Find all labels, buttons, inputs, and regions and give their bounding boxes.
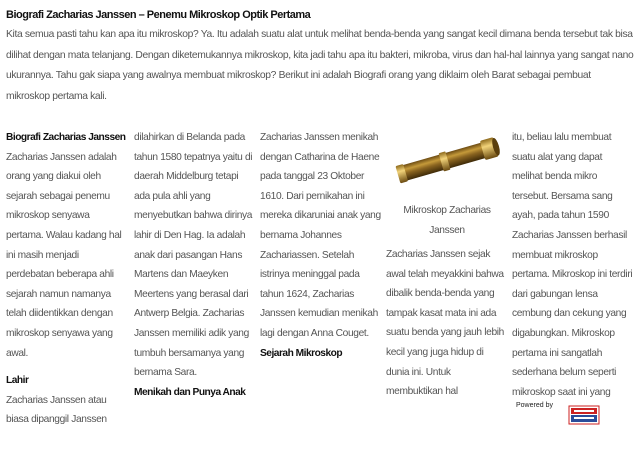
article-title: Biografi Zacharias Janssen – Penemu Mikroskop Optik Pertama	[6, 9, 311, 21]
intro-section	[6, 7, 634, 107]
section-heading-biografi: Biografi Zacharias Janssen	[6, 132, 126, 143]
column-3	[260, 128, 382, 363]
column-1	[6, 128, 128, 430]
paragraph-sejarah-continued: itu, beliau lalu membuat suatu alat yang dapat melihat benda mikro tersebut. Bersama sang ayah, pada tahun 1590 Zacharias Janssen berhasil membuat mikroskop pertama. Mikroskop ini terdiri dari gabungan lensa cembung dan cekung yang digabungkan. Mikroskop pertama ini sangatlah sederhana belum seperti mikroskop saat ini yang	[512, 132, 633, 398]
powered-by-label: Powered by	[516, 402, 553, 409]
brand-logo-icon	[568, 404, 600, 426]
paragraph-menikah: Zacharias Janssen menikah dengan Catharina de Haene pada tanggal 23 Oktober 1610. Dari pernikahan ini mereka dikaruniai anak yang bernama Johannes Zachariassen. Setelah istrinya meninggal pada tahun 1624, Zacharias Janssen kemudian menikah lagi dengan Anna Couget.	[260, 132, 381, 339]
section-heading-sejarah: Sejarah Mikroskop	[260, 347, 343, 359]
section-heading-lahir: Lahir	[6, 375, 29, 387]
paragraph-biografi: Zacharias Janssen adalah orang yang diakui oleh sejarah sebagai penemu mikroskop senyawa pertama. Walau kadang hal ini masih menjadi perdebatan beberapa ahli sejarah namun namanya telah diidentikkan dengan mikroskop senyawa yang awal.	[6, 151, 122, 359]
microscope-image	[386, 131, 506, 191]
column-2	[134, 128, 256, 402]
column-4	[386, 128, 508, 402]
paragraph-sejarah: Zacharias Janssen sejak awal telah meyakkini bahwa dibalik benda-benda yang tampak kasat mata ini ada suatu benda yang jauh lebih kecil yang juga hidup di dunia ini. Untuk membuktikan hal	[386, 249, 504, 398]
paragraph-lahir-continued: dilahirkan di Belanda pada tahun 1580 tepatnya yaitu di daerah Middelburg tetapi ada pula ahli yang menyebutkan bahwa dirinya lahir di Den Hag. Ia adalah anak dari pasangan Hans Martens dan Maeyken Meertens yang berasal dari Antwerp Belgia. Zacharias Janssen memiliki adik yang tumbuh bersamanya yang bernama Sara.	[134, 132, 253, 379]
image-caption: Mikroskop Zacharias Janssen	[403, 205, 491, 236]
section-heading-menikah: Menikah dan Punya Anak	[134, 386, 246, 398]
paragraph-lahir: Zacharias Janssen atau biasa dipanggil Janssen	[6, 394, 107, 426]
column-5	[512, 128, 634, 402]
intro-paragraph: Kita semua pasti tahu kan apa itu mikroskop? Ya. Itu adalah suatu alat untuk melihat benda-benda yang sangat kecil dimana benda tersebut tak bisa dilihat dengan mata telanjang. Dengan diketemukannya mikroskop, kita jadi tahu apa itu bakteri, mikroba, virus dan hal-hal lainnya yang sangat nano ukurannya. Tahu gak siapa yang awalnya membuat mikroskop? Berikut ini adalah Biografi orang yang diklaim oleh Barat sebagai pembuat mikroskop pertama kali.	[6, 29, 634, 102]
